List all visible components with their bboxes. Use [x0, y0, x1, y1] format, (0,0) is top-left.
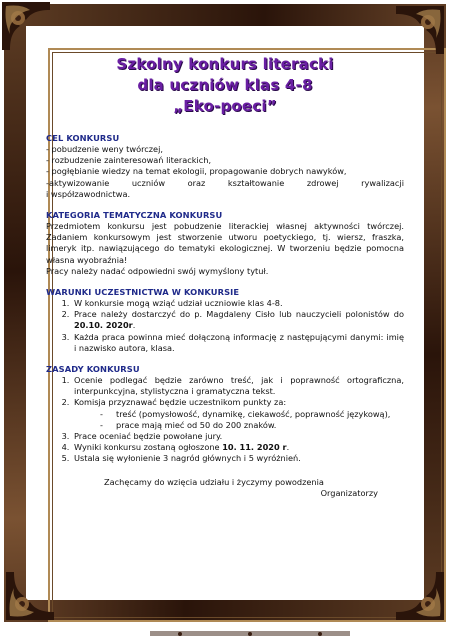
document-content: [46, 48, 404, 499]
deadline-date: 20.10. 2020r: [74, 320, 133, 331]
goal-line-5: i współzawodnictwa.: [46, 188, 131, 199]
conditions-item-text: Prace należy dostarczyć do p. Magdaleny Cisło lub nauczycieli polonistów do: [74, 309, 404, 320]
conditions-item-text: Każda praca powinna mieć dołączoną informację z następującymi danymi: imię i nazwisko autora, klasa.: [74, 331, 404, 353]
closing-message: Zachęcamy do wzięcia udziału i życzymy powodzenia: [104, 476, 324, 487]
rules-list: [46, 375, 404, 465]
frame-corner-ornament-icon: [0, 0, 52, 52]
section-heading-rules: ZASADY KONKURSU: [46, 364, 140, 375]
category-paragraph: Przedmiotem konkursu jest pobudzenie literackiej własnej aktywności twórczej. Zadaniem konkursowym jest stworzenie utworu poetyckiego, tj. wiersz, fraszka, limeryk itp. nawiązującego do tematyki ekologicznej. W tworzeniu będzie pomocna własna wyobraźnia!: [46, 221, 404, 265]
conditions-item-text: .: [132, 320, 136, 331]
goal-line-4: -aktywizowanie uczniów oraz kształtowanie zdrowej rywalizacji: [46, 177, 404, 188]
section-heading-goal: CEL KONKURSU: [46, 133, 120, 143]
rules-item-text: Ustala się wyłonienie 3 nagród głównych i 5 wyróżnień.: [74, 453, 301, 464]
results-date: 10. 11. 2020 r: [222, 442, 287, 453]
title-block: [46, 54, 404, 117]
conditions-item: [72, 298, 404, 309]
goal-line-1: - pobudzenie weny twórczej,: [46, 144, 163, 154]
goal-line-2: - rozbudzenie zainteresowań literackich,: [46, 155, 212, 166]
section-heading-conditions: WARUNKI UCZESTNICTWA W KONKURSIE: [46, 287, 240, 298]
conditions-item-text: W konkursie mogą wziąć udział uczniowie klas 4-8.: [74, 298, 283, 309]
signature: Organizatorzy: [320, 487, 378, 498]
section-heading-category: KATEGORIA TEMATYCZNA KONKURSU: [46, 210, 223, 221]
rules-sublist: [74, 409, 404, 431]
rules-subitem: - treść (pomysłowość, dynamikę, ciekawość, poprawność językową),: [114, 409, 404, 420]
rules-item: [72, 397, 404, 431]
goal-line-3: - pogłębianie wiedzy na temat ekologii, propagowanie dobrych nawyków,: [46, 166, 347, 177]
conditions-list: [46, 298, 404, 354]
rules-item: [72, 442, 404, 453]
rules-subitem: - prace mają mieć od 50 do 200 znaków.: [114, 420, 404, 431]
title-line-1: Szkolny konkurs literacki: [116, 55, 334, 73]
rules-item: [72, 375, 404, 397]
category-title-note: Pracy należy nadać odpowiedni swój wymyślony tytuł.: [46, 265, 269, 276]
rules-item: [72, 431, 404, 442]
rules-item: [72, 453, 404, 464]
rules-item-text: Ocenie podlegać będzie zarówno treść, jak i poprawność ortograficzna, interpunkcyjna, stylistyczna i gramatyczna tekst.: [74, 375, 404, 397]
rules-item-text: .: [286, 442, 290, 453]
frame-corner-ornament-icon: [4, 570, 56, 622]
rules-item-text: Wyniki konkursu zostaną ogłoszone: [74, 442, 223, 453]
frame-corner-ornament-icon: [394, 570, 446, 622]
title-line-2: dla uczniów klas 4-8: [137, 76, 313, 94]
title-line-3: „Eko-poeci”: [173, 97, 277, 115]
conditions-item: [72, 332, 404, 354]
rules-item-text: Prace oceniać będzie powołane jury.: [74, 431, 223, 442]
rules-item-text: Komisja przyznawać będzie uczestnikom punkty za:: [74, 397, 287, 408]
conditions-item: [72, 309, 404, 331]
next-page-frame-edge: [150, 628, 350, 636]
